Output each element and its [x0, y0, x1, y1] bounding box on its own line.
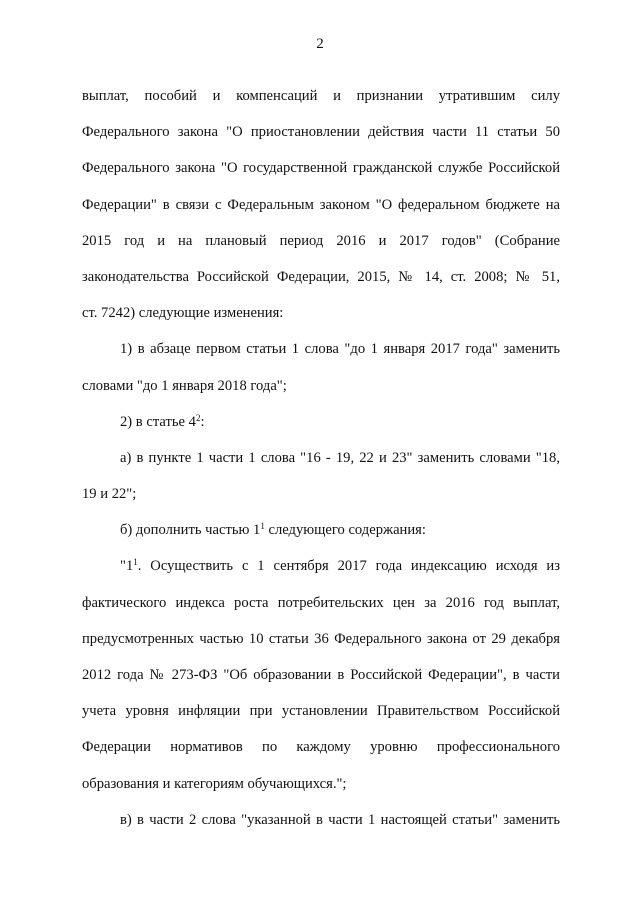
- line-text: словами "до 1 января 2018 года";: [82, 377, 287, 394]
- superscript: 2: [195, 412, 201, 423]
- superscript: 1: [133, 557, 138, 568]
- text-line: [82, 693, 560, 729]
- line-text: а) в пункте 1 части 1 слова "16 - 19, 22 и 23" заменить словами "18,: [120, 449, 560, 466]
- text-line: [82, 259, 560, 295]
- line-text: 2012 года № 273-ФЗ "Об образовании в Российской Федерации", в части: [82, 667, 560, 683]
- line-text: учета уровня инфляции при установлении Правительством Российской: [82, 703, 560, 720]
- text-line: [82, 476, 560, 512]
- text-line: [82, 657, 560, 693]
- line-text: 2015 год и на плановый период 2016 и 2017 годов" (Собрание: [82, 232, 560, 249]
- line-text: предусмотренных частью 10 статьи 36 Федерального закона от 29 декабря: [82, 630, 560, 647]
- line-text: законодательства Российской Федерации, 2015, № 14, ст. 2008; № 51,: [82, 268, 560, 285]
- body-text: [82, 78, 560, 838]
- line-text: 2) в статье 4: [120, 413, 196, 430]
- line-text: Федерального закона "О приостановлении действия части 11 статьи 50: [82, 124, 560, 141]
- line-text: Федерации нормативов по каждому уровню профессионального: [82, 739, 560, 756]
- line-text-after: . Осуществить с 1 сентября 2017 года индексацию исходя из: [137, 558, 560, 575]
- line-text-after: :: [200, 413, 205, 430]
- line-text: Федерального закона "О государственной гражданской службе Российской: [82, 160, 560, 177]
- text-line: [82, 729, 560, 765]
- superscript: 1: [260, 521, 265, 532]
- page-number: 2: [316, 36, 324, 52]
- text-line: [82, 512, 560, 548]
- text-line: [82, 150, 560, 186]
- line-text: образования и категориям обучающихся.";: [82, 775, 347, 792]
- line-text: в) в части 2 слова "указанной в части 1 настоящей статьи" заменить: [120, 811, 560, 828]
- line-text: 1) в абзаце первом статьи 1 слова "до 1 января 2017 года" заменить: [120, 341, 560, 358]
- line-text: фактического индекса роста потребительских цен за 2016 год выплат,: [82, 594, 560, 611]
- line-text: Федерации" в связи с Федеральным законом "О федеральном бюджете на: [82, 196, 560, 213]
- text-line: [82, 331, 560, 367]
- text-line: [82, 223, 560, 259]
- text-line: [82, 368, 560, 404]
- text-line: [82, 187, 560, 223]
- text-line: [82, 440, 560, 476]
- line-text: выплат, пособий и компенсаций и признании утратившим силу: [82, 88, 560, 104]
- line-text: б) дополнить частью 1: [120, 522, 261, 539]
- text-line: [82, 766, 560, 802]
- text-line: [82, 585, 560, 621]
- text-line: [82, 114, 560, 150]
- line-text-after: следующего содержания:: [264, 522, 426, 539]
- text-line: [82, 548, 560, 584]
- line-text: 19 и 22";: [82, 486, 137, 503]
- text-line: [82, 404, 560, 440]
- text-line: [82, 295, 560, 331]
- text-line: [82, 78, 560, 114]
- text-line: [82, 802, 560, 838]
- line-text: ст. 7242) следующие изменения:: [82, 305, 284, 322]
- line-text: "1: [120, 558, 134, 575]
- text-line: [82, 621, 560, 657]
